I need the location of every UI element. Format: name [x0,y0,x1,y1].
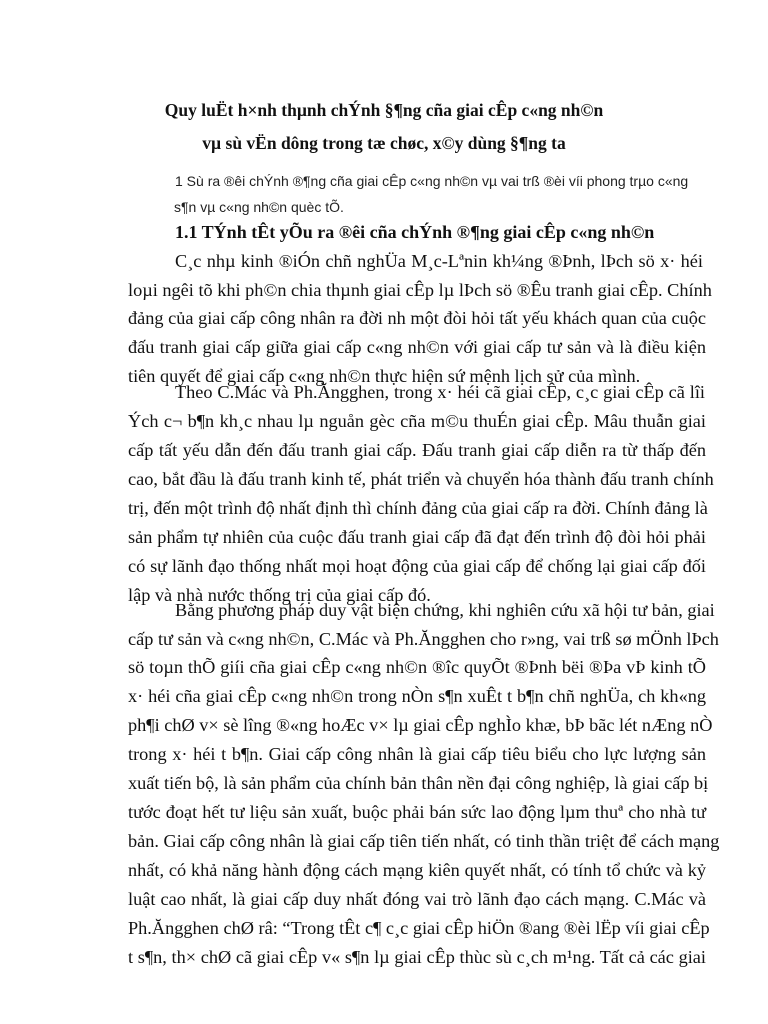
title-line-1: Quy luËt h×nh thµnh chÝnh §¶ng cña giai cÊp c«ng nh©n [164,100,604,120]
paragraph3-line: luật cao nhất, là giai cấp duy nhất đóng vai trò lãnh đạo cách mạng. C.Mác và [128,889,706,909]
paragraph3-line: tước đoạt hết tư liệu sản xuất, buộc phải bán sức lao động lµm thuª cho nhà tư [128,802,706,822]
paragraph2-line: Theo C.Mác và Ph.Ăngghen, trong x· héi cã giai cÊp, c¸c giai cÊp cã lîi [175,382,705,402]
intro-line-2: s¶n vµ c«ng nh©n quèc tÕ. [174,199,344,215]
title-line-2: vµ sù vËn dông trong tæ chøc, x©y dùng §¶ng ta [202,133,566,153]
paragraph3-line: x· héi cña giai cÊp c«ng nh©n trong nÒn s¶n xuÊt t b¶n chñ nghÜa, ch kh«ng [128,686,706,706]
paragraph3-line: ph¶i chØ v× sè lîng ®«ng hoÆc v× lµ giai cÊp nghÌo khæ, bÞ bãc lét nÆng nÒ [128,715,713,735]
paragraph3-line: bản. Giai cấp công nhân là giai cấp tiên tiến nhất, có tinh thần triệt để cách mạng [128,831,720,851]
paragraph3-line: t s¶n, th× chØ cã giai cÊp v« s¶n lµ giai cÊp thùc sù c¸ch m¹ng. Tất cả các giai [128,947,706,967]
paragraph1-line: C¸c nhµ kinh ®iÓn chñ nghÜa M¸c-Lªnin kh¼ng ®Þnh, lÞch sö x· héi [175,251,703,271]
paragraph2-line: Ých c¬ b¶n kh¸c nhau lµ nguån gèc cña m©u thuÉn giai cÊp. Mâu thuẫn giai [128,411,706,431]
paragraph1-line: tiên quyết để giai cấp c«ng nh©n thực hiện sứ mệnh lịch sử của mình. [128,366,641,386]
paragraph1-line: đấu tranh giai cấp giữa giai cấp c«ng nh©n với giai cấp tư sản và là điều kiện [128,337,706,357]
paragraph2-line: trị, đến một trình độ nhất định thì chính đảng của giai cấp ra đời. Chính đảng là [128,498,708,518]
paragraph1-line: đảng của giai cấp công nhân ra đời nh một đòi hỏi tất yếu khách quan của cuộc [128,308,706,328]
paragraph2-line: cấp tất yếu dẫn đến đấu tranh giai cấp. Đấu tranh giai cấp diễn ra từ thấp đến [128,440,706,460]
paragraph2-line: sản phẩm tự nhiên của cuộc đấu tranh giai cấp đã đạt đến trình độ đòi hỏi phải [128,527,706,547]
section-heading: 1.1 TÝnh tÊt yÕu ra ®êi cña chÝnh ®¶ng giai cÊp c«ng nh©n [175,222,655,242]
paragraph3-line: trong x· héi t b¶n. Giai cấp công nhân là giai cấp tiêu biểu cho lực lượng sản [128,744,706,764]
paragraph2-line: cao, bắt đầu là đấu tranh kinh tế, phát triển và chuyển hóa thành đấu tranh chính [128,469,714,489]
paragraph3-line: Bằng phương pháp duy vật biện chứng, khi nghiên cứu xã hội tư bản, giai [175,600,715,620]
paragraph1-line: loµi ngêi tõ khi ph©n chia thµnh giai cÊp lµ lÞch sö ®Êu tranh giai cÊp. Chính [128,280,712,300]
paragraph3-line: xuất tiến bộ, là sản phẩm của chính bản thân nền đại công nghiệp, là giai cấp bị [128,773,709,793]
paragraph3-line: cấp tư sản và c«ng nh©n, C.Mác và Ph.Ăngghen cho r»ng, vai trß sø mÖnh lÞch [128,629,719,649]
paragraph3-line: nhất, có khả năng hành động cách mạng kiên quyết nhất, có tính tổ chức và kỷ [128,860,706,880]
paragraph2-line: có sự lãnh đạo thống nhất mọi hoạt động của giai cấp để chống lại giai cấp đối [128,556,706,576]
paragraph3-line: sö toµn thÕ giíi cña giai cÊp c«ng nh©n ®îc quyÕt ®Þnh bëi ®Þa vÞ kinh tÕ [128,657,706,677]
paragraph3-line: Ph.Ăngghen chØ râ: “Trong tÊt c¶ c¸c giai cÊp hiÖn ®ang ®èi lËp víi giai cÊp [128,918,710,938]
paragraph2-line: lập và nhà nước thống trị của giai cấp đó. [128,585,431,605]
intro-line-1: 1 Sù ra ®êi chÝnh ®¶ng cña giai cÊp c«ng nh©n vµ vai trß ®èi víi phong trµo c«ng [175,173,689,189]
